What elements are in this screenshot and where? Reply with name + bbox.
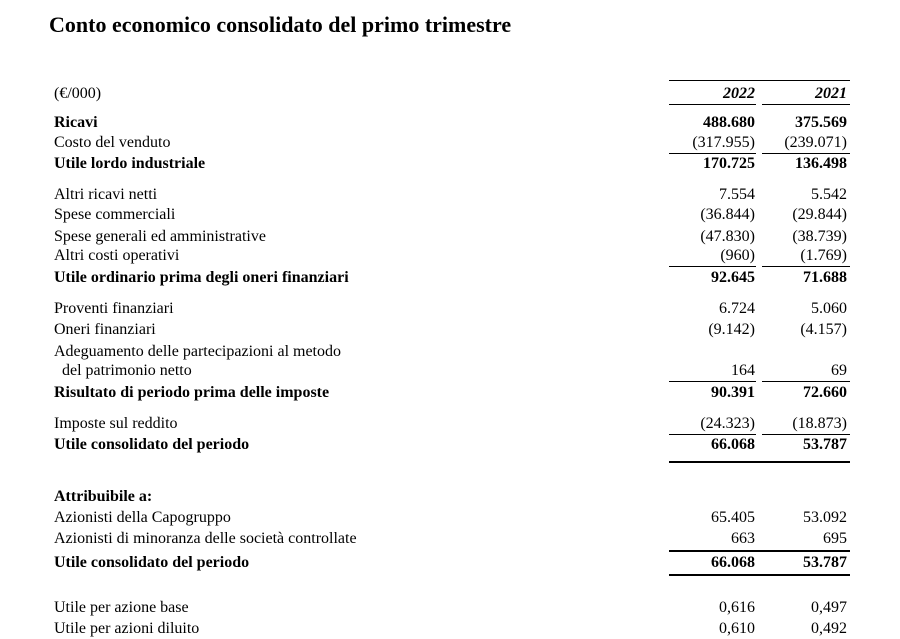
- table-row: [0, 529, 900, 549]
- row-label: Utile per azioni diluito: [54, 620, 200, 637]
- row-label: del patrimonio netto: [62, 362, 192, 379]
- total-rule: [669, 461, 850, 463]
- table-row: [0, 361, 900, 381]
- table-row: [0, 205, 900, 225]
- value-2021: 0,497: [811, 599, 847, 616]
- value-2022: 6.724: [719, 300, 755, 317]
- table-row: [0, 320, 900, 340]
- value-2022: 0,616: [719, 599, 755, 616]
- subtotal-rule: [762, 381, 850, 382]
- value-2021: (1.769): [800, 247, 847, 264]
- section-heading: [0, 487, 900, 507]
- value-2022: 65.405: [711, 509, 755, 526]
- row-label: Altri ricavi netti: [54, 186, 158, 203]
- value-2021: (29.844): [792, 206, 847, 223]
- row-label: Utile consolidato del periodo: [54, 436, 250, 453]
- subtotal-rule: [762, 266, 850, 267]
- row-label: Spese generali ed amministrative: [54, 228, 266, 245]
- row-label: Utile per azione base: [54, 599, 189, 616]
- value-2021: 5.542: [811, 186, 847, 203]
- table-row: [0, 246, 900, 266]
- table-row: [0, 113, 900, 133]
- table-row: [0, 154, 900, 174]
- table-header: [0, 84, 900, 104]
- value-2022: (960): [720, 247, 755, 264]
- value-2021: 53.787: [803, 436, 847, 453]
- row-label: Proventi finanziari: [54, 300, 174, 317]
- unit-label: (€/000): [54, 85, 102, 102]
- value-2022: 164: [731, 362, 755, 379]
- value-2021: 72.660: [803, 384, 847, 401]
- value-2022: (36.844): [700, 206, 755, 223]
- value-2021: (4.157): [800, 321, 847, 338]
- table-row: [0, 185, 900, 205]
- row-label: Altri costi operativi: [54, 247, 180, 264]
- table-row: [0, 268, 900, 288]
- subtotal-rule: [669, 550, 850, 552]
- header-rule: [669, 104, 756, 105]
- row-label: Spese commerciali: [54, 206, 176, 223]
- page-title: Conto economico consolidato del primo trimestre: [49, 12, 512, 37]
- value-2021: 53.787: [803, 554, 847, 571]
- value-2021: 375.569: [795, 114, 847, 131]
- value-2022: 0,610: [719, 620, 755, 637]
- value-2021: 5.060: [811, 300, 847, 317]
- value-2021: 71.688: [803, 269, 847, 286]
- value-2022: 92.645: [711, 269, 755, 286]
- row-label: Risultato di periodo prima delle imposte: [54, 384, 330, 401]
- value-2021: (239.071): [784, 134, 847, 151]
- value-2021: (18.873): [792, 415, 847, 432]
- value-2022: 66.068: [711, 554, 755, 571]
- value-2022: (317.955): [692, 134, 755, 151]
- table-row: [0, 342, 900, 362]
- column-header-2021: 2021: [815, 85, 847, 102]
- row-label: Utile ordinario prima degli oneri finanziari: [54, 269, 349, 286]
- table-row: [0, 383, 900, 403]
- value-2022: 663: [731, 530, 755, 547]
- value-2022: (24.323): [700, 415, 755, 432]
- value-2022: 7.554: [719, 186, 755, 203]
- row-label: Costo del venduto: [54, 134, 171, 151]
- row-label: Oneri finanziari: [54, 321, 156, 338]
- table-row: [0, 133, 900, 153]
- table-row: [0, 508, 900, 528]
- value-2022: 66.068: [711, 436, 755, 453]
- value-2022: 488.680: [703, 114, 755, 131]
- table-row: [0, 227, 900, 247]
- value-2022: 170.725: [703, 155, 755, 172]
- value-2022: (47.830): [700, 228, 755, 245]
- table-row: [0, 619, 900, 639]
- row-label: Azionisti di minoranza delle società controllate: [54, 530, 357, 547]
- row-label: Azionisti della Capogruppo: [54, 509, 231, 526]
- value-2021: 695: [823, 530, 847, 547]
- value-2022: (9.142): [708, 321, 755, 338]
- header-top-rule: [669, 80, 850, 81]
- table-row: [0, 553, 900, 573]
- row-label: Imposte sul reddito: [54, 415, 178, 432]
- subtotal-rule: [669, 266, 756, 267]
- value-2022: 90.391: [711, 384, 755, 401]
- value-2021: 53.092: [803, 509, 847, 526]
- value-2021: 136.498: [795, 155, 847, 172]
- table-row: [0, 414, 900, 434]
- subtotal-rule: [669, 381, 756, 382]
- table-row: [0, 435, 900, 455]
- header-rule: [762, 104, 850, 105]
- value-2021: (38.739): [792, 228, 847, 245]
- table-row: [0, 299, 900, 319]
- table-row: [0, 598, 900, 618]
- value-2021: 0,492: [811, 620, 847, 637]
- total-rule: [669, 574, 850, 576]
- value-2021: 69: [831, 362, 847, 379]
- column-header-2022: 2022: [723, 85, 755, 102]
- row-label: Adeguamento delle partecipazioni al metodo: [54, 343, 341, 360]
- row-label: Attribuibile a:: [54, 488, 153, 505]
- row-label: Utile consolidato del periodo: [54, 554, 250, 571]
- row-label: Ricavi: [54, 114, 98, 131]
- row-label: Utile lordo industriale: [54, 155, 206, 172]
